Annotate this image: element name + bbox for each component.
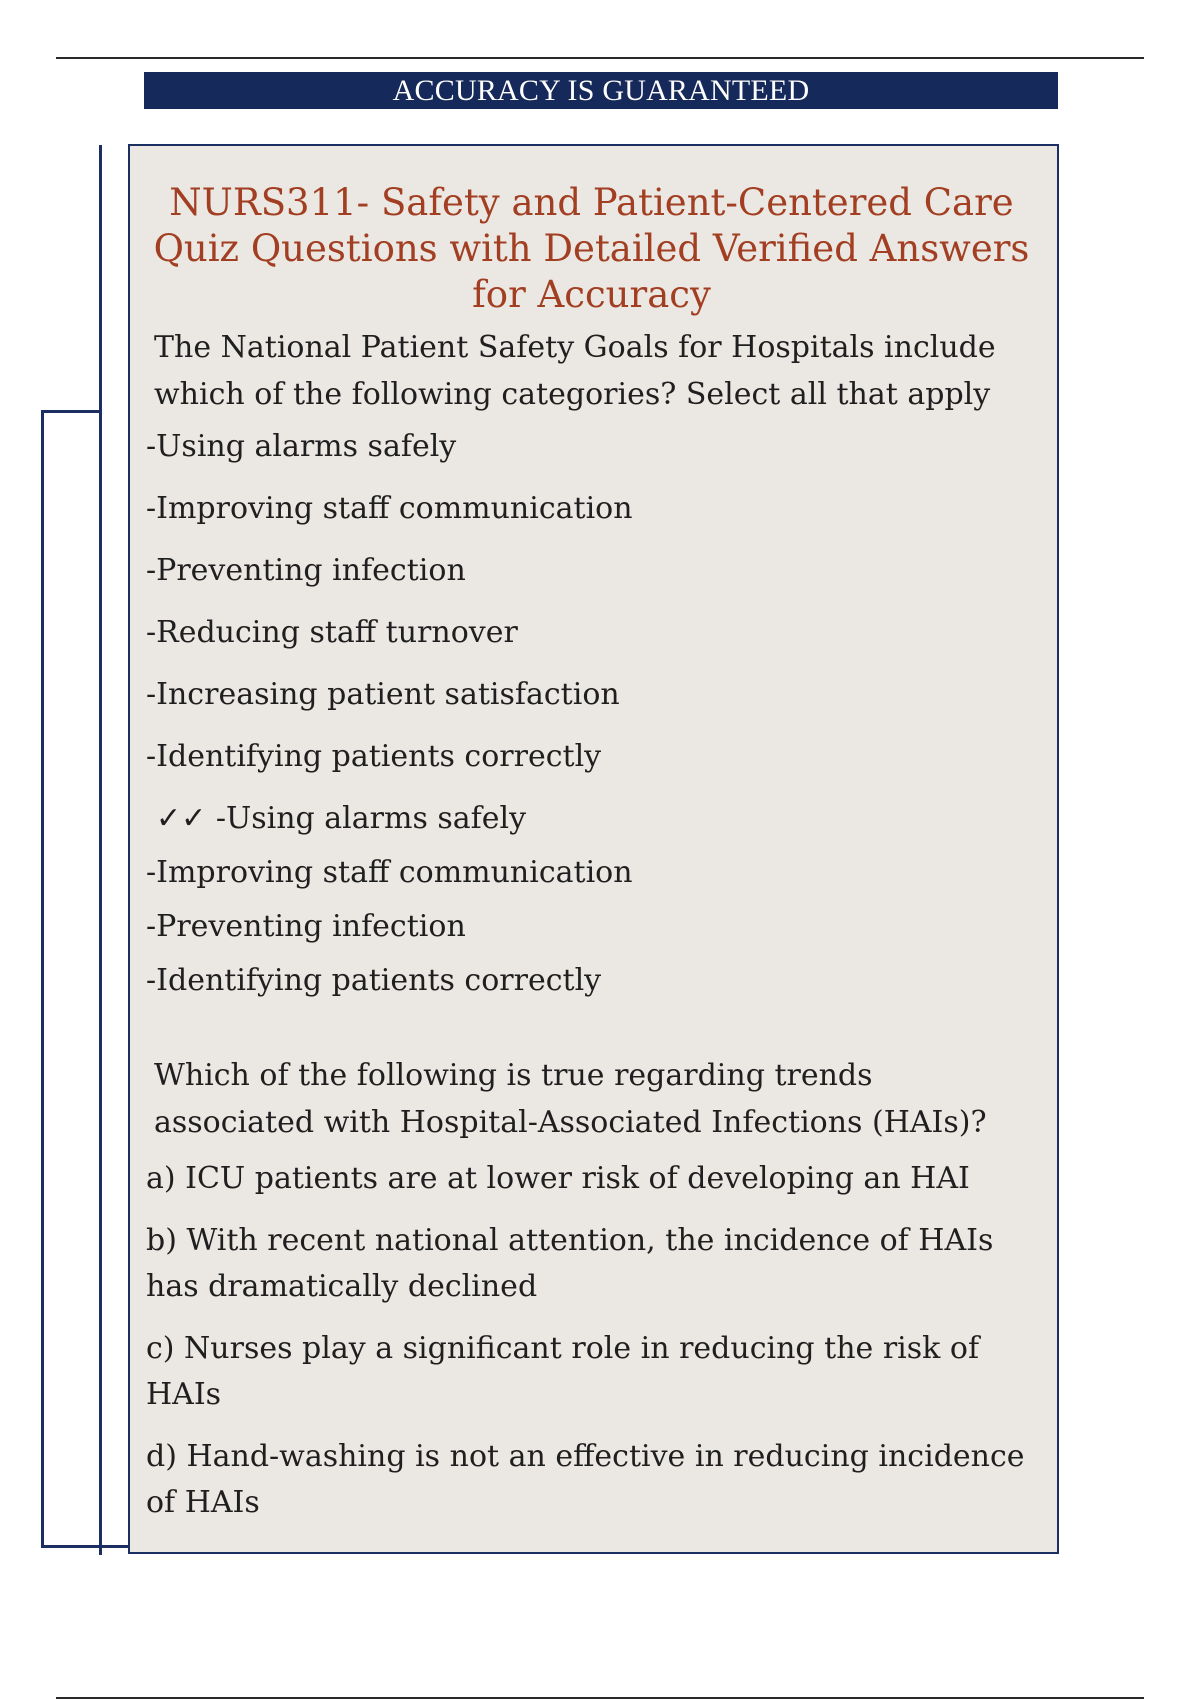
option-item: -Using alarms safely: [146, 429, 457, 464]
question-2-choices: [146, 1156, 1037, 1526]
option-item: -Preventing infection: [146, 553, 466, 588]
choice-item: c) Nurses play a significant role in reducing the risk of HAIs: [146, 1331, 980, 1412]
choice-item: d) Hand-washing is not an effective in reducing incidence of HAIs: [146, 1439, 1025, 1520]
answer-text: -Using alarms safely: [215, 801, 527, 836]
option-item: -Identifying patients correctly: [146, 739, 602, 774]
question-1-options: [146, 428, 1037, 776]
answer-item: -Improving staff communication: [146, 855, 633, 890]
checkmark-icon: ✓✓: [156, 801, 207, 836]
answer-item: [146, 800, 1037, 838]
question-1-text: The National Patient Safety Goals for Hospitals include which of the following categories? Select all that apply: [154, 330, 996, 412]
option-item: -Increasing patient satisfaction: [146, 677, 620, 712]
question-1-answer: [146, 800, 1037, 1000]
question-2-text: Which of the following is true regarding trends associated with Hospital-Associated Infections (HAIs)?: [154, 1058, 987, 1140]
top-rule: [56, 57, 1144, 59]
answer-item: -Identifying patients correctly: [146, 963, 602, 998]
choice-item: b) With recent national attention, the incidence of HAIs has dramatically declined: [146, 1223, 994, 1304]
bracket-top-line: [41, 410, 101, 413]
choice-item: a) ICU patients are at lower risk of developing an HAI: [146, 1161, 970, 1196]
bracket-inner-line: [99, 145, 102, 1555]
bracket-outer-line: [41, 410, 44, 1548]
quiz-card: [128, 144, 1059, 1554]
bottom-rule: [56, 1697, 1144, 1699]
document-title: NURS311- Safety and Patient-Centered Care Quiz Questions with Detailed Verified Answers for Accuracy: [153, 181, 1030, 316]
option-item: -Reducing staff turnover: [146, 615, 518, 650]
answer-item: -Preventing infection: [146, 909, 466, 944]
option-item: -Improving staff communication: [146, 491, 633, 526]
accuracy-banner: ACCURACY IS GUARANTEED: [144, 72, 1058, 109]
